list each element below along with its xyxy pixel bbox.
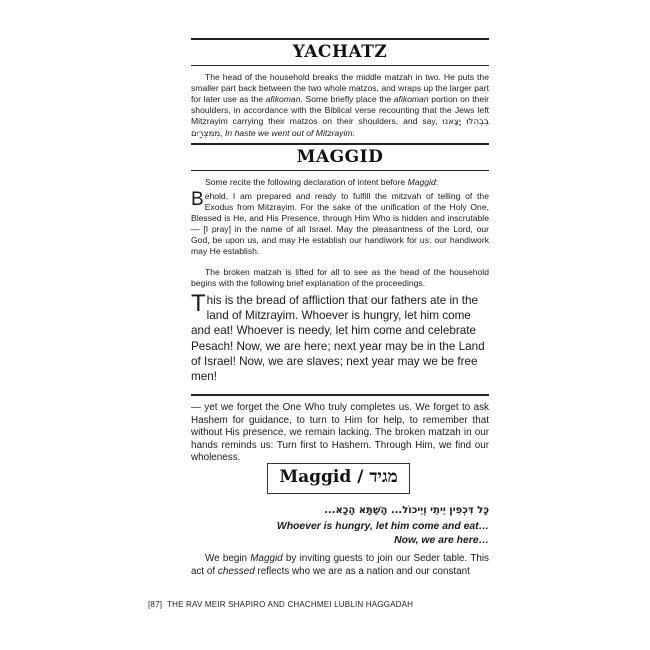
quote-translation-1: Whoever is hungry, let him come and eat…	[276, 521, 489, 532]
maggid-intro-text: Some recite the following declaration of intent before	[205, 177, 408, 187]
quote-translation-2: Now, we are here…	[394, 535, 489, 546]
maggid-term: Maggid	[250, 553, 283, 564]
maggid-top-rule	[191, 143, 489, 145]
declaration-text: ehold, I am prepared and ready to fulfill the mitzvah of telling of the Exodus from Mitzrayim. For the sake of the unification of the Holy One, Blessed is He, and His Presence, through Him Who is hidden and inscrutable — [I pray] in the name of all Israel. May the pleasantness of the Lord, our God, be upon us, and may He establish our handiwork for us; our handiwork may He establish.	[191, 191, 489, 256]
maggid-intro	[191, 177, 489, 188]
yachatz-bottom-rule	[191, 65, 489, 66]
maggid-term: Maggid	[407, 177, 436, 187]
afikoman-term: afikoman	[265, 93, 301, 104]
hebrew-quote: כָּל דִּכְפִין יֵיתֵי וְיֵיכוֹל... הָשַׁתָּא הָכָא...	[324, 505, 489, 516]
yachatz-verse-translation: , In haste we went out of Mitzrayim.	[220, 127, 355, 138]
maggid-title: MAGGID	[296, 147, 384, 167]
maggid-intro-colon: :	[435, 177, 439, 187]
yachatz-title: YACHATZ	[292, 42, 388, 62]
para2-text-c: reflects who we are as a nation and our constant	[254, 565, 470, 577]
para2-text-b: by inviting guests to join our Seder table. This act of	[191, 553, 489, 577]
maggid-subheading: Maggid / מגיד	[279, 467, 398, 487]
yachatz-text-1: The head of the household breaks the middle matzah in two. He puts the smaller part back between the two whole matzos, and wraps up the larger part for later use as the	[191, 72, 489, 104]
instruction-text: The broken matzah is lifted for all to see as the head of the household begins with the following brief explanation of the proceedings.	[191, 267, 489, 288]
yachatz-instructions	[191, 72, 489, 139]
commentary-text: — yet we forget the One Who truly completes us. We forget to ask Hashem for guidance, to turn to Him for help, to remember that without His presence, we remain lacking. The broken matzah in our hands reminds us: Turn first to Hashem. Through Him, we find our wholeness.	[191, 402, 489, 464]
ha-lachma-text: his is the bread of affliction that our fathers ate in the land of Mitzrayim. Whoever is hungry, let him come and eat! Whoever is needy, let him come and celebrate Pesach! Now, we are here; next year may be in the Land of Israel! Now, we are slaves; next year may we be free men!	[191, 294, 485, 384]
commentary-paragraph	[191, 402, 489, 465]
chessed-term: chessed	[217, 565, 255, 577]
broken-matzah-instruction	[191, 267, 489, 289]
yachatz-text-3: portion on their shoulders, in accordance with the Biblical verse recounting that the Jews left Mitzrayim carrying their matzos on their shoulders, and say,	[191, 93, 489, 126]
ha-lachma-anya	[191, 290, 489, 384]
commentary-paragraph-2	[191, 553, 489, 578]
declaration-of-intent	[191, 191, 489, 256]
yachatz-hebrew-verse: בְּבְהִלוּ יָצָאנוּ מִמִּצְרַיִם	[191, 116, 489, 139]
yachatz-top-rule	[191, 38, 489, 40]
ha-lachma-dropcap: T	[191, 290, 206, 317]
para2-text-a: We begin	[205, 553, 251, 564]
page-number: [87]	[148, 600, 163, 609]
afikoman-term: afikoman	[393, 93, 429, 104]
maggid-bottom-rule	[191, 170, 489, 171]
yachatz-text-2: . Some briefly place the	[300, 93, 394, 104]
page-footer	[148, 600, 508, 609]
declaration-dropcap: B	[191, 189, 204, 210]
maggid-subheading-box	[267, 463, 410, 494]
commentary-divider	[191, 394, 489, 396]
book-title: THE RAV MEIR SHAPIRO AND CHACHMEI LUBLIN HAGGADAH	[167, 600, 414, 609]
